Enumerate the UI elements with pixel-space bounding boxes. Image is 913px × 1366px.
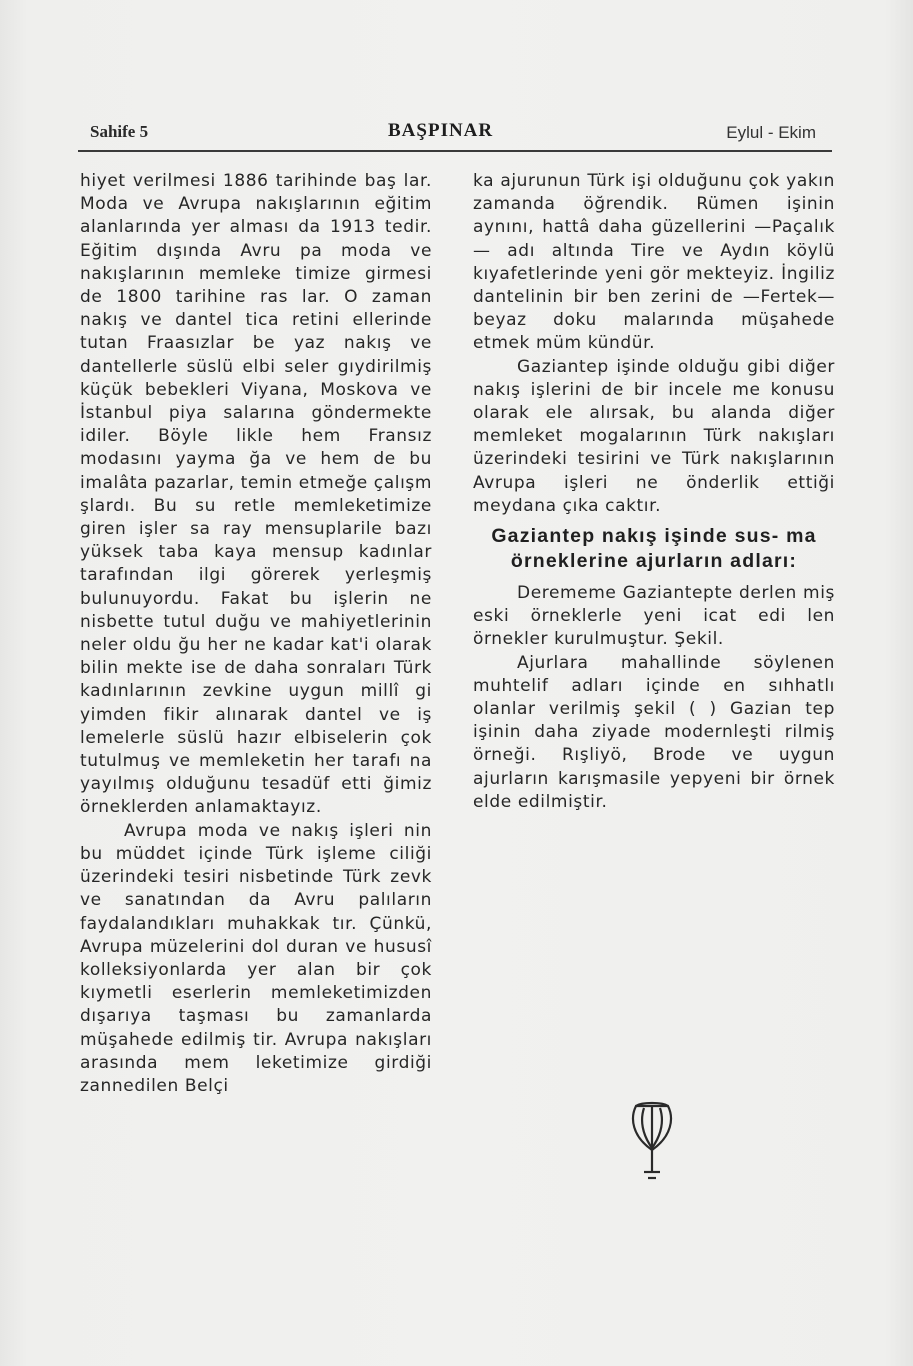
right-paragraph-1: ka ajurunun Türk işi olduğunu çok yakın zamanda öğrendik. Rümen işinin aynını, hattâ daha güzellerini —Paçalık— adı altında Tire ve Aydın köylü kıyafetlerinde yeni gör mekteyiz. İngiliz dantelinin bir ben zerini de —Fertek— beyaz doku malarında müşahede etmek müm kündür. xyxy=(473,171,835,354)
left-paragraph-1: hiyet verilmesi 1886 tarihinde baş lar. Moda ve Avrupa nakışlarının eğitim alanlarında yer alması da 1913 tedir. Eğitim dışında Avru pa moda ve nakışlarının memleke timize girmesi de 1800 tarihine ras lar. O zaman nakış ve dantel tica retini ellerinde tutan Fraasızlar be yaz nakış ve dantellerle süslü elbi seler gıydirilmiş küçük bebekleri Viyana, Moskova ve İstanbul piya salarına göndermekte idiler. Böyle likle hem Fransız modasını yayma ğa ve hem de bu imalâta pazarlar, temin etmeğe çalışm şlardı. Bu su retle memleketimize giren işler sa ray mensuplarile bazı yüksek taba kaya mensup kadınlar tarafından ilgi görerek yerleşmiş bulunuyordu. Fakat bu işlerin ne nisbette tutul duğu ve mahiyetlerinin neler oldu ğu her ne kadar kat'i olarak bilin mekte ise de daha sonraları Türk kadınlarının zevkine uygun millî gi yimden fikir alınarak dantel ve iş lemelerle süslü hazır elbiselerin çok tutulmuş ve memleketin her tarafı na yayılmış olduğunu tesadüf etti ğimiz örneklerden anlamaktayız. xyxy=(80,171,433,818)
page-number: Sahife 5 xyxy=(90,122,149,141)
publication-title: BAŞPINAR xyxy=(388,120,494,141)
page-header xyxy=(78,117,832,151)
right-column xyxy=(473,170,835,814)
right-paragraph-4: Ajurlara mahallinde söylenen muhtelif adları içinde en sıhhatlı olanlar verilmiş şekil ( ) Gazian tep işinin daha ziyade modernleşti rilmiş örneği. Rışliyö, Brode ve uygun ajurların karışmasile yepyeni bir örnek elde edilmiştir. xyxy=(473,652,835,812)
left-column xyxy=(80,170,432,1098)
right-paragraph-2: Gaziantep işinde olduğu gibi diğer nakış işlerini de bir incele me konusu olarak ele alırsak, bu alanda diğer memleket mogalarının Türk nakışları üzerindeki tesirini ve Türk nakışlarının Avrupa işleri ne önderlik ettiği meydana çıka caktır. xyxy=(473,356,835,516)
section-heading: Gaziantep nakış işinde sus- ma örneklerine ajurların adları: xyxy=(491,525,817,573)
issue-date: Eylul - Ekim xyxy=(726,123,816,142)
decorative-feather-ornament-icon xyxy=(628,1100,676,1182)
header-rule xyxy=(78,150,832,152)
left-paragraph-2: Avrupa moda ve nakış işleri nin bu müddet içinde Türk işleme ciliği üzerindeki tesiri nisbetinde Türk zevk ve sanatından da Avru palıların faydalandıkları muhakkak tır. Çünkü, Avrupa müzelerini dol duran ve hususî kolleksiyonlarda yer alan bir çok kıymetli eserlerin memleketimizden dışarıya taşması bu zamanlarda müşahede edilmiş tir. Avrupa nakışları arasında mem leketimize girdiği zannedilen Belçi xyxy=(80,820,432,1096)
right-paragraph-3: Derememe Gaziantepte derlen miş eski örneklerle yeni icat edi len örnekler kurulmuştur. Şekil. xyxy=(473,583,835,650)
